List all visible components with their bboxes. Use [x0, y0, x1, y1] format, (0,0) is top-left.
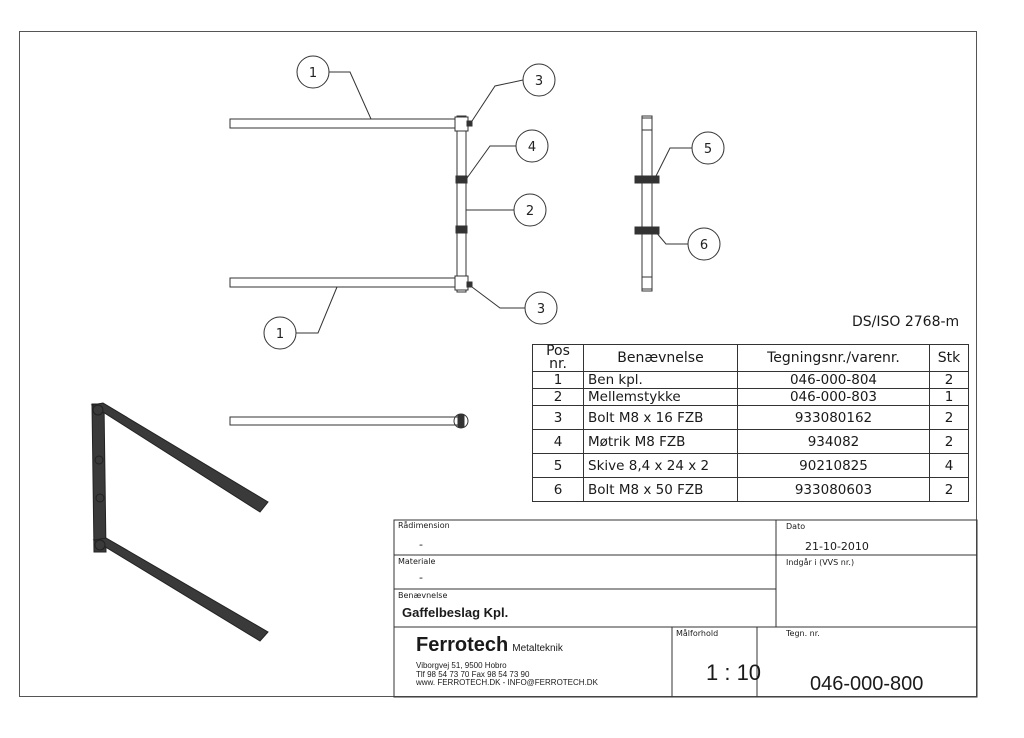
bill-of-materials — [532, 344, 969, 502]
raadimension-label: Rådimension — [398, 521, 450, 530]
leg-lower — [230, 278, 460, 287]
nut-1 — [456, 176, 467, 183]
leader-3-bottom — [472, 287, 525, 308]
bom-pos: 4 — [533, 430, 584, 454]
washer-2 — [635, 227, 659, 234]
bolt-head-top — [455, 117, 468, 131]
address-line: Tlf 98 54 73 70 Fax 98 54 73 90 — [416, 669, 530, 679]
leader-5 — [655, 148, 692, 178]
isometric-view — [92, 403, 268, 641]
address-line: www. FERROTECH.DK - INFO@FERROTECH.DK — [416, 678, 598, 687]
bolt-tip-bottom — [467, 282, 472, 287]
side-view-end-top — [642, 118, 652, 130]
bom-drawing-no: 90210825 — [738, 454, 930, 478]
bom-drawing-no: 046-000-803 — [738, 389, 930, 406]
bom-name: Ben kpl. — [584, 372, 738, 389]
bom-name: Bolt M8 x 50 FZB — [584, 478, 738, 502]
iso-upright — [92, 404, 106, 552]
bom-header-qty: Stk — [930, 345, 969, 372]
bom-name: Møtrik M8 FZB — [584, 430, 738, 454]
maalforhold-label: Målforhold — [676, 629, 719, 638]
bom-qty: 4 — [930, 454, 969, 478]
materiale-value: - — [419, 571, 423, 584]
leader-1-bottom — [296, 287, 337, 333]
bom-drawing-no: 046-000-804 — [738, 372, 930, 389]
leader-3-top — [472, 80, 523, 121]
balloon-label: 1 — [275, 327, 285, 342]
address-line: Viborgvej 51, 9500 Hobro — [416, 661, 507, 670]
bom-qty: 1 — [930, 389, 969, 406]
bom-qty: 2 — [930, 478, 969, 502]
table-row — [533, 430, 969, 454]
bom-pos: 3 — [533, 406, 584, 430]
nut-2 — [456, 226, 467, 233]
balloon-label: 2 — [525, 204, 535, 219]
bom-name: Skive 8,4 x 24 x 2 — [584, 454, 738, 478]
balloon-label: 6 — [699, 238, 709, 253]
part-title: Gaffelbeslag Kpl. — [402, 605, 509, 620]
drawing-number: 046-000-800 — [810, 673, 924, 695]
table-row — [533, 406, 969, 430]
side-view-bar — [642, 116, 652, 291]
scale-value: 1 : 10 — [706, 660, 762, 685]
table-row — [533, 454, 969, 478]
indgaar-label: Indgår i (VVS nr.) — [786, 558, 855, 567]
iso-joint-bottom — [95, 540, 105, 550]
bom-pos: 5 — [533, 454, 584, 478]
balloon-label: 3 — [536, 302, 546, 317]
bom-pos: 2 — [533, 389, 584, 406]
bom-header-name: Benævnelse — [584, 345, 738, 372]
bom-name: Mellemstykke — [584, 389, 738, 406]
company-name: Ferrotech — [416, 634, 509, 656]
iso-joint-top — [93, 405, 103, 415]
tolerance-standard: DS/ISO 2768-m — [852, 314, 960, 330]
bom-header-pos: Pos nr. — [533, 345, 584, 372]
leader-4 — [467, 146, 516, 178]
bom-pos: 1 — [533, 372, 584, 389]
leader-1-top — [329, 72, 371, 119]
bom-qty: 2 — [930, 406, 969, 430]
company-logo — [416, 634, 563, 657]
balloon-label: 1 — [308, 66, 318, 81]
bom-name: Bolt M8 x 16 FZB — [584, 406, 738, 430]
materiale-label: Materiale — [398, 557, 436, 566]
balloon-label: 4 — [527, 140, 537, 155]
bolt-tip-top — [467, 121, 472, 126]
company-address — [416, 662, 598, 688]
bom-drawing-no: 933080162 — [738, 406, 930, 430]
leader-6 — [655, 231, 688, 244]
benaevnelse-label: Benævnelse — [398, 591, 448, 600]
bom-drawing-no: 933080603 — [738, 478, 930, 502]
company-subtitle: Metalteknik — [512, 643, 563, 654]
tegn-nr-label: Tegn. nr. — [786, 629, 820, 638]
top-view-leg — [230, 417, 462, 425]
bom-pos: 6 — [533, 478, 584, 502]
bom-qty: 2 — [930, 372, 969, 389]
dato-value: 21-10-2010 — [805, 540, 869, 553]
balloon-label: 5 — [703, 142, 713, 157]
iso-arm-upper — [92, 403, 268, 512]
raadimension-value: - — [419, 538, 423, 551]
table-row — [533, 372, 969, 389]
iso-nut-2 — [96, 494, 104, 502]
bom-drawing-no: 934082 — [738, 430, 930, 454]
iso-nut-1 — [95, 456, 103, 464]
table-row — [533, 389, 969, 406]
side-view-end-bottom — [642, 277, 652, 289]
bolt-head-bottom — [455, 276, 468, 290]
bom-qty: 2 — [930, 430, 969, 454]
middle-piece — [457, 116, 466, 292]
top-view-bolt — [458, 415, 464, 427]
table-row — [533, 478, 969, 502]
iso-arm-lower — [94, 538, 268, 641]
dato-label: Dato — [786, 522, 806, 531]
balloon-label: 3 — [534, 74, 544, 89]
bom-header-drawing-no: Tegningsnr./varenr. — [738, 345, 930, 372]
leg-upper — [230, 119, 460, 128]
